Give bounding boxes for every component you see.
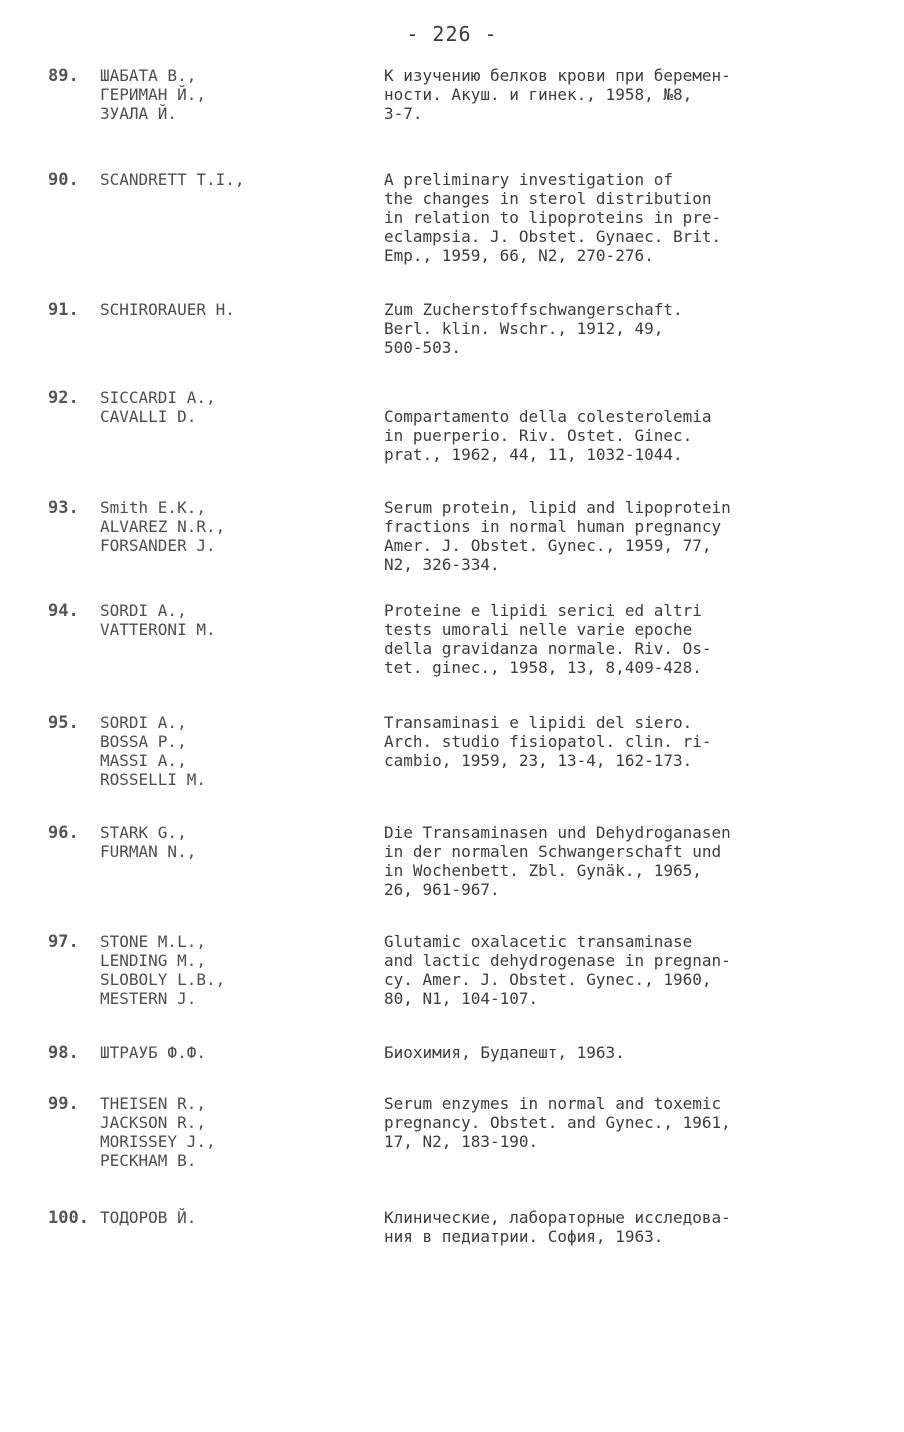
author-name: FORSANDER J. bbox=[100, 536, 216, 555]
reference-line: Arch. studio fisiopatol. clin. ri- bbox=[384, 732, 712, 751]
reference-line: Биохимия, Будапешт, 1963. bbox=[384, 1043, 625, 1062]
reference-line: in Wochenbett. Zbl. Gynäk., 1965, bbox=[384, 861, 702, 880]
reference-line: in relation to lipoproteins in pre- bbox=[384, 208, 722, 227]
author-name: CAVALLI D. bbox=[100, 407, 197, 426]
reference-line: in der normalen Schwangerschaft und bbox=[384, 842, 722, 861]
reference-line: Zum Zucherstoffschwangerschaft. bbox=[384, 300, 683, 319]
author-name: STARK G., bbox=[100, 823, 187, 842]
entry-reference bbox=[384, 66, 884, 123]
author-name: ШТРАУБ Ф.Ф. bbox=[100, 1043, 206, 1062]
entry-authors bbox=[100, 1208, 196, 1227]
author-name: MASSI A., bbox=[100, 751, 187, 770]
author-name: ALVAREZ N.R., bbox=[100, 517, 226, 536]
reference-line: ния в педиатрии. София, 1963. bbox=[384, 1227, 664, 1246]
reference-line: Клинические, лабораторные исследова- bbox=[384, 1208, 731, 1227]
entry-reference bbox=[384, 713, 884, 770]
author-name: PECKHAM B. bbox=[100, 1151, 197, 1170]
reference-line: 17, N2, 183-190. bbox=[384, 1132, 539, 1151]
reference-line bbox=[384, 388, 884, 407]
reference-line: and lactic dehydrogenase in pregnan- bbox=[384, 951, 731, 970]
reference-line: cy. Amer. J. Obstet. Gynec., 1960, bbox=[384, 970, 712, 989]
reference-line: Amer. J. Obstet. Gynec., 1959, 77, bbox=[384, 536, 712, 555]
reference-line: cambio, 1959, 23, 13-4, 162-173. bbox=[384, 751, 693, 770]
author-name: SCHIRORAUER H. bbox=[100, 300, 235, 319]
entry-authors bbox=[100, 1094, 216, 1170]
entry-reference bbox=[384, 932, 884, 1008]
entry-authors bbox=[100, 66, 206, 123]
reference-line: Serum protein, lipid and lipoprotein bbox=[384, 498, 731, 517]
entry-number: 92. bbox=[48, 388, 79, 408]
entry-reference bbox=[384, 823, 884, 899]
entry-authors bbox=[100, 932, 225, 1008]
entry-authors bbox=[100, 300, 235, 319]
reference-line: prat., 1962, 44, 11, 1032-1044. bbox=[384, 445, 683, 464]
author-name: SLOBOLY L.B., bbox=[100, 970, 226, 989]
author-name: SORDI A., bbox=[100, 601, 187, 620]
reference-line: A preliminary investigation of bbox=[384, 170, 673, 189]
reference-line: N2, 326-334. bbox=[384, 555, 500, 574]
author-name: Smith E.K., bbox=[100, 498, 206, 517]
reference-line: della gravidanza normale. Riv. Os- bbox=[384, 639, 712, 658]
reference-line: the changes in sterol distribution bbox=[384, 189, 712, 208]
entry-number: 94. bbox=[48, 601, 79, 621]
author-name: SORDI A., bbox=[100, 713, 187, 732]
entry-authors bbox=[100, 601, 216, 639]
author-name: THEISEN R., bbox=[100, 1094, 206, 1113]
reference-line: in puerperio. Riv. Ostet. Ginec. bbox=[384, 426, 693, 445]
reference-line: tests umorali nelle varie epoche bbox=[384, 620, 693, 639]
author-name: BOSSA P., bbox=[100, 732, 187, 751]
entry-authors bbox=[100, 713, 206, 789]
entry-authors bbox=[100, 388, 216, 426]
reference-line: ности. Акуш. и гинек., 1958, №8, bbox=[384, 85, 693, 104]
entry-authors bbox=[100, 1043, 206, 1062]
entry-reference bbox=[384, 1043, 884, 1062]
entry-reference bbox=[384, 1208, 884, 1246]
entry-number: 93. bbox=[48, 498, 79, 518]
author-name: MESTERN J. bbox=[100, 989, 197, 1008]
entry-reference bbox=[384, 388, 884, 464]
author-name: ЗУАЛА Й. bbox=[100, 104, 178, 123]
author-name: ШАБАТА В., bbox=[100, 66, 197, 85]
entry-authors bbox=[100, 170, 245, 189]
reference-line: Emp., 1959, 66, N2, 270-276. bbox=[384, 246, 654, 265]
entry-number: 98. bbox=[48, 1043, 79, 1063]
reference-line: 26, 961-967. bbox=[384, 880, 500, 899]
author-name: STONE M.L., bbox=[100, 932, 206, 951]
reference-line: К изучению белков крови при беремен- bbox=[384, 66, 731, 85]
entry-number: 99. bbox=[48, 1094, 79, 1114]
entry-reference bbox=[384, 498, 884, 574]
author-name: SCANDRETT T.I., bbox=[100, 170, 245, 189]
entry-number: 91. bbox=[48, 300, 79, 320]
reference-line: Compartamento della colesterolemia bbox=[384, 407, 712, 426]
author-name: ГЕРИМАН Й., bbox=[100, 85, 206, 104]
reference-line: 80, N1, 104-107. bbox=[384, 989, 539, 1008]
entry-number: 89. bbox=[48, 66, 79, 86]
entry-number: 90. bbox=[48, 170, 79, 190]
entry-reference bbox=[384, 300, 884, 357]
author-name: ROSSELLI M. bbox=[100, 770, 206, 789]
reference-line: Proteine e lipidi serici ed altri bbox=[384, 601, 702, 620]
entry-number: 100. bbox=[48, 1208, 89, 1228]
reference-line: Serum enzymes in normal and toxemic bbox=[384, 1094, 722, 1113]
author-name: FURMAN N., bbox=[100, 842, 197, 861]
author-name: MORISSEY J., bbox=[100, 1132, 216, 1151]
author-name: VATTERONI M. bbox=[100, 620, 216, 639]
reference-line: Glutamic oxalacetic transaminase bbox=[384, 932, 693, 951]
author-name: ТОДОРОВ Й. bbox=[100, 1208, 197, 1227]
entry-reference bbox=[384, 170, 884, 265]
author-name: SICCARDI A., bbox=[100, 388, 216, 407]
entry-number: 97. bbox=[48, 932, 79, 952]
entry-authors bbox=[100, 498, 225, 555]
reference-line: Die Transaminasen und Dehydroganasen bbox=[384, 823, 731, 842]
author-name: JACKSON R., bbox=[100, 1113, 206, 1132]
reference-line: 500-503. bbox=[384, 338, 462, 357]
author-name: LENDING M., bbox=[100, 951, 206, 970]
reference-line: Transaminasi e lipidi del siero. bbox=[384, 713, 693, 732]
reference-line: eclampsia. J. Obstet. Gynaec. Brit. bbox=[384, 227, 722, 246]
entry-number: 96. bbox=[48, 823, 79, 843]
reference-line: Berl. klin. Wschr., 1912, 49, bbox=[384, 319, 664, 338]
entry-authors bbox=[100, 823, 196, 861]
reference-line: tet. ginec., 1958, 13, 8,409-428. bbox=[384, 658, 702, 677]
reference-line: fractions in normal human pregnancy bbox=[384, 517, 722, 536]
entry-number: 95. bbox=[48, 713, 79, 733]
reference-line: pregnancy. Obstet. and Gynec., 1961, bbox=[384, 1113, 731, 1132]
entry-reference bbox=[384, 601, 884, 677]
page-number: - 226 - bbox=[406, 22, 498, 46]
reference-line: 3-7. bbox=[384, 104, 423, 123]
entry-reference bbox=[384, 1094, 884, 1151]
